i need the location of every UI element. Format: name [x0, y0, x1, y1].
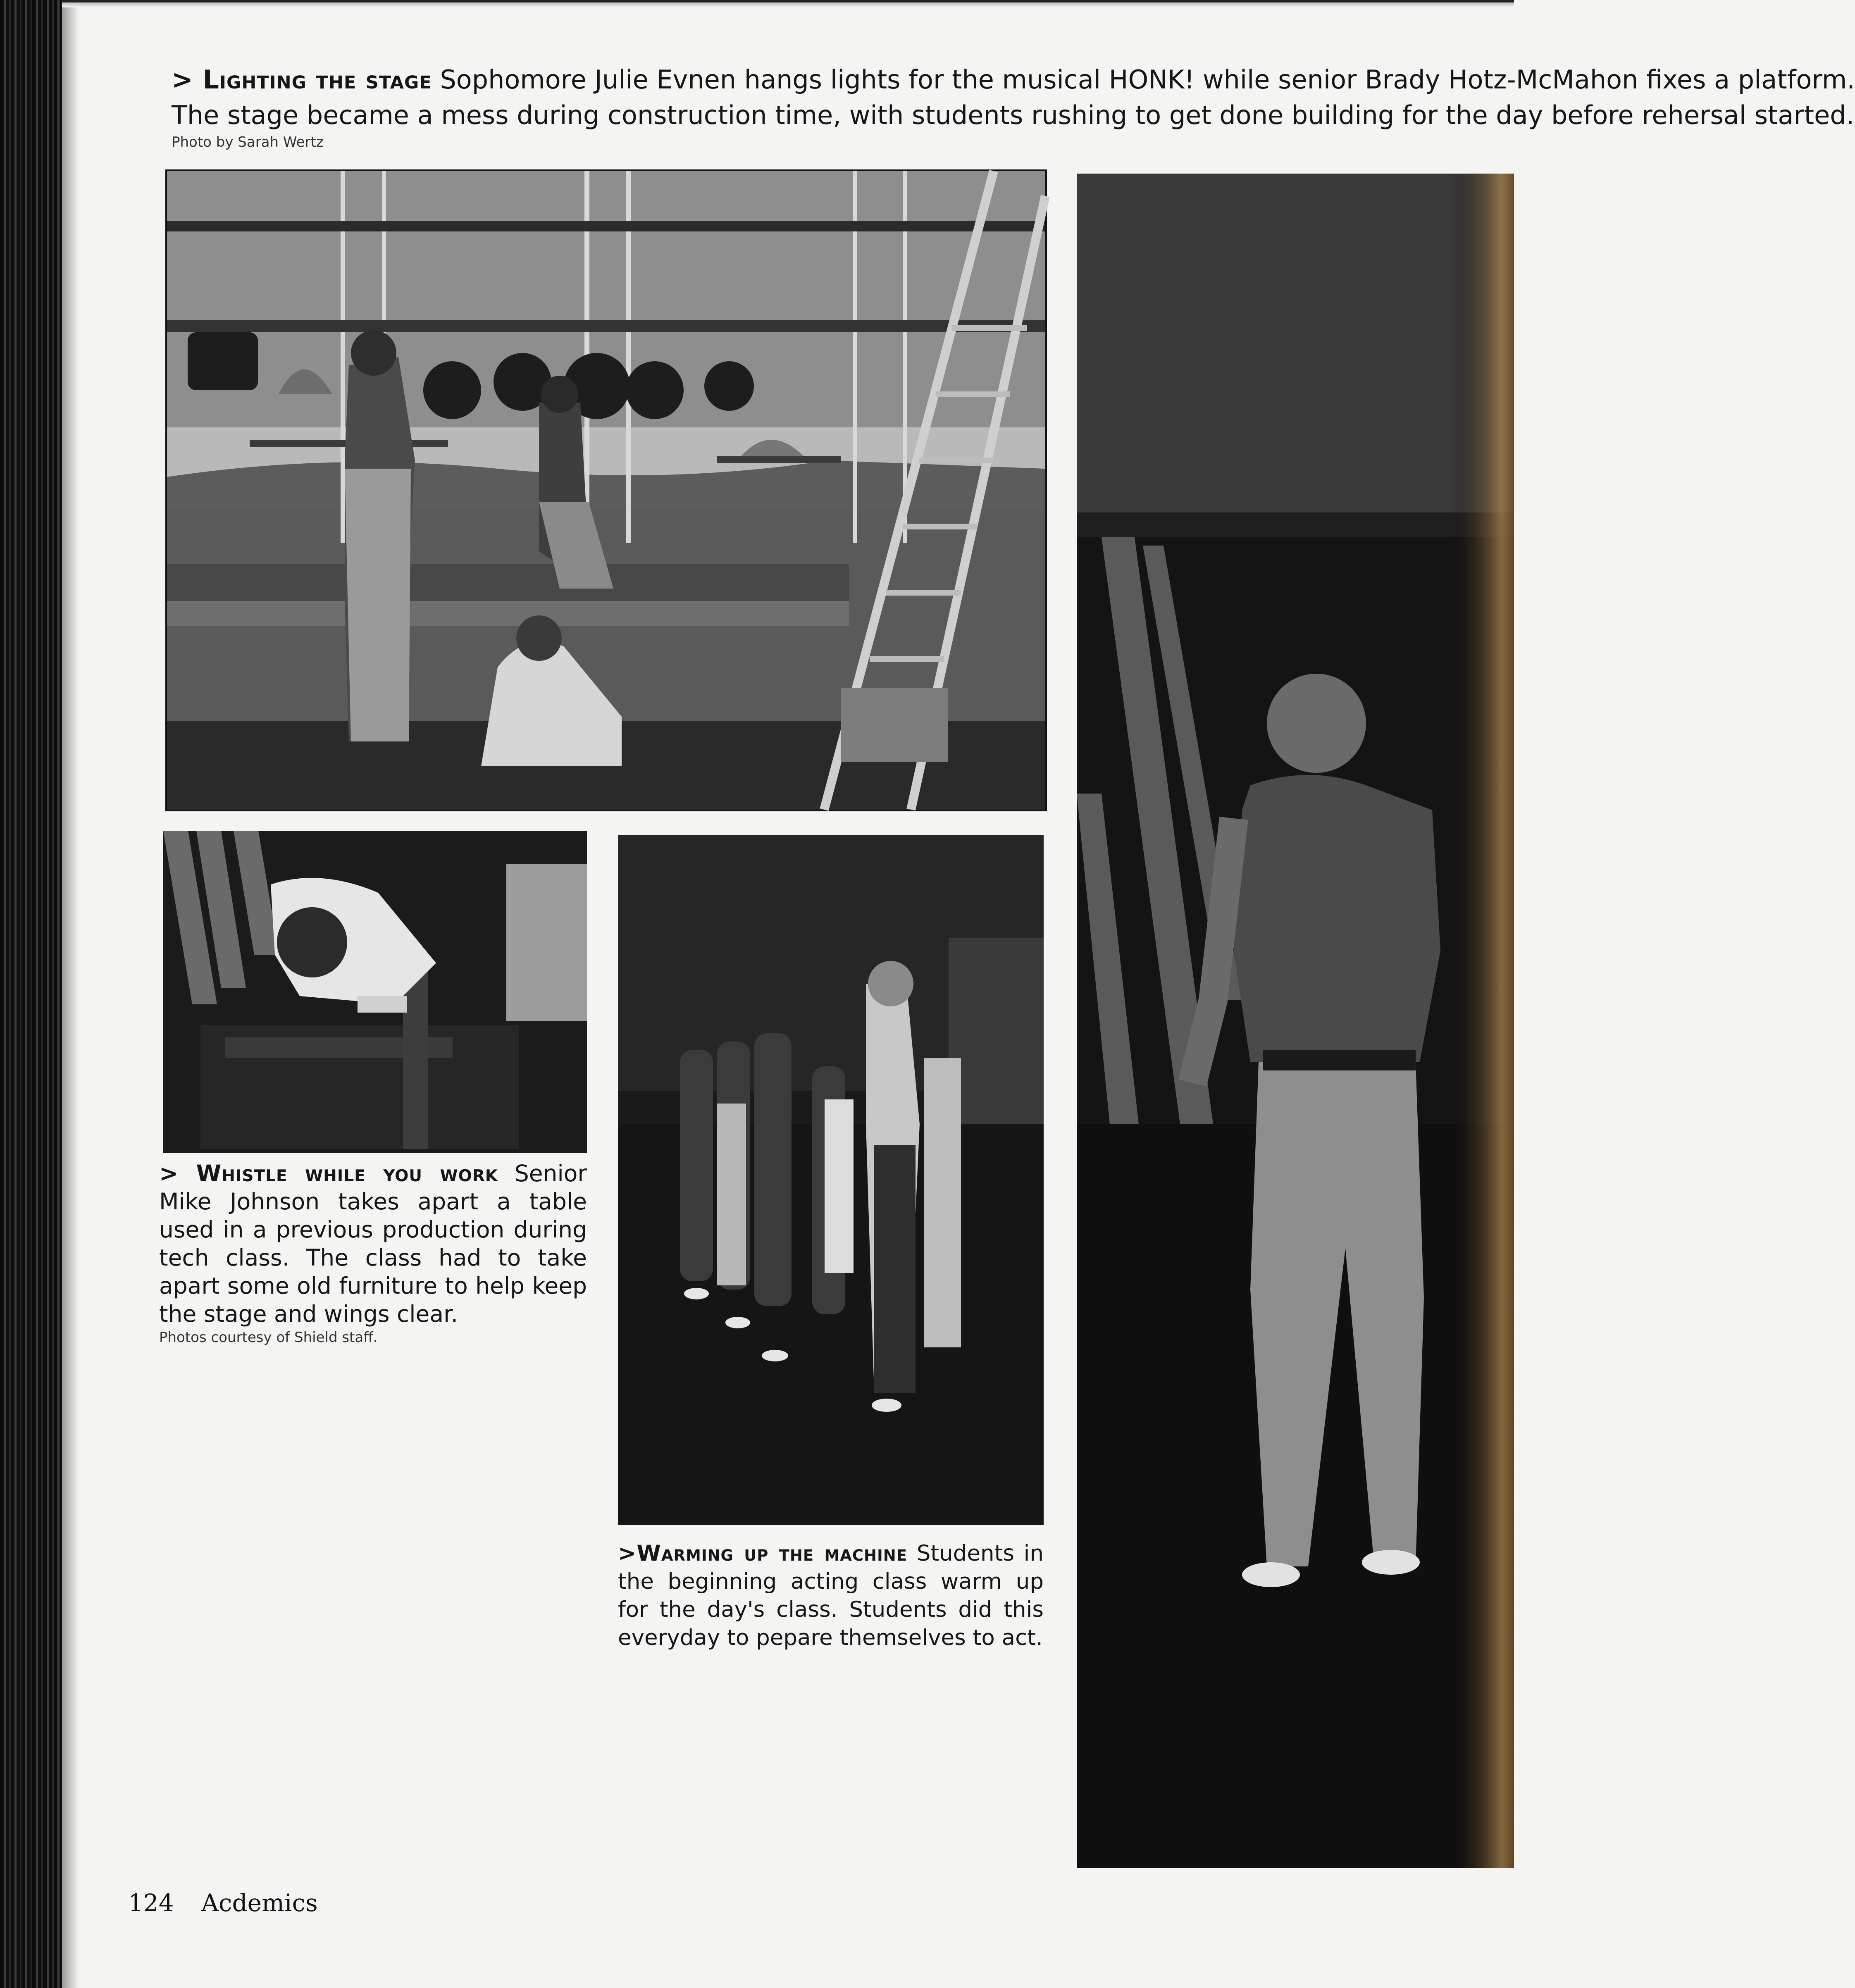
page-footer — [128, 1889, 318, 1917]
caption-text-line2: The stage became a mess during construction time, with students rushing to get done building for the day before rehersal started. — [172, 100, 1855, 130]
page-top-edge — [62, 0, 1514, 7]
caption-whistle-while-you-work — [159, 1159, 587, 1347]
caption-lighting-the-stage — [172, 62, 1855, 151]
caption-body: Senior Mike Johnson takes apart a table used in a previous production during tech class. The class had to take apart some old furniture to help keep the stage and wings clear. — [159, 1160, 587, 1327]
book-spine-edge — [0, 0, 62, 1988]
caption-body: Students in the beginning acting class warm up for the day's class. Students did this everyday to pepare themselves to act. — [618, 1541, 1044, 1650]
caption-warming-up-the-machine — [618, 1540, 1044, 1652]
photo-whistle-while-you-work — [163, 831, 587, 1153]
page-number: 124 — [128, 1889, 174, 1917]
photo-lighting-the-stage — [165, 169, 1047, 811]
photo-credit: Photo by Sarah Wertz — [172, 134, 324, 150]
caption-kicker: > Whistle while you work — [159, 1160, 498, 1187]
photo-warming-up-the-machine — [618, 835, 1044, 1525]
page-gutter-shadow — [62, 0, 79, 1988]
caption-text-line1: Sophomore Julie Evnen hangs lights for the musical HONK! while senior Brady Hotz-McMahon fixes a platform. — [440, 64, 1855, 95]
caption-kicker: > Lighting the stage — [172, 64, 432, 95]
section-name: Acdemics — [201, 1889, 318, 1917]
photo-actress-standing — [1077, 174, 1514, 1868]
caption-kicker: >Warming up the machine — [618, 1541, 908, 1566]
photo-credit: Photos courtesy of Shield staff. — [159, 1329, 378, 1346]
